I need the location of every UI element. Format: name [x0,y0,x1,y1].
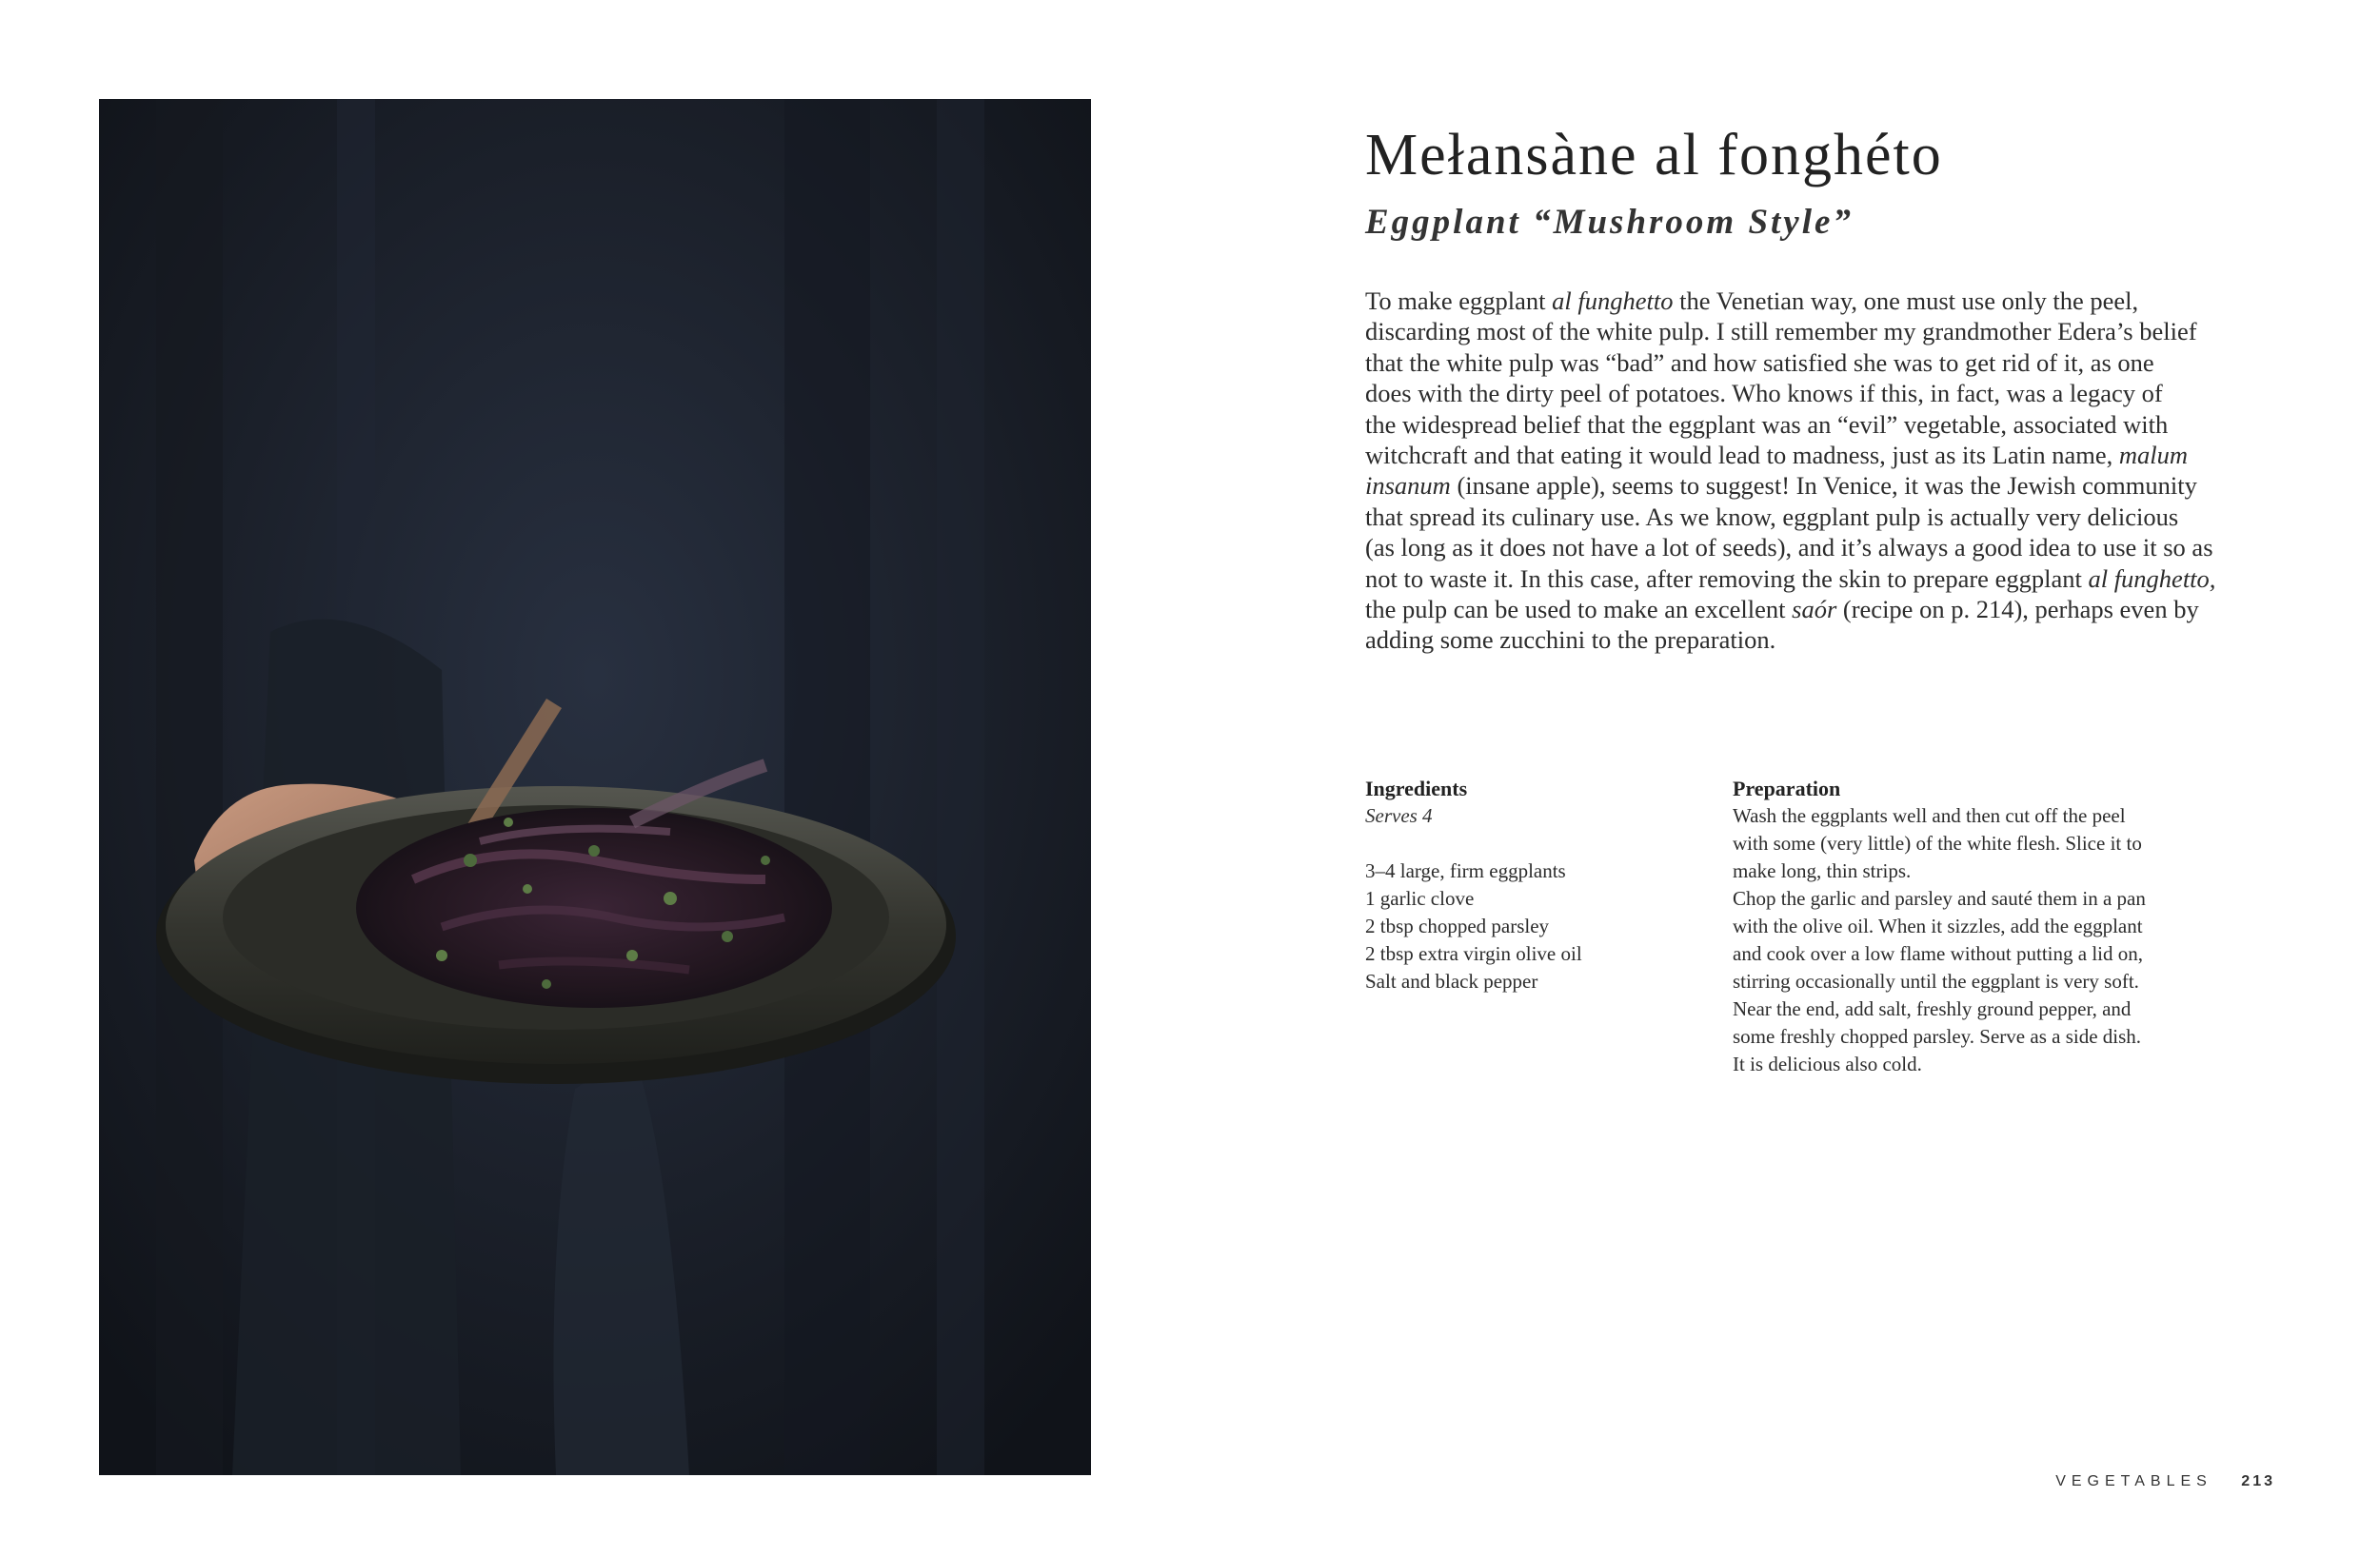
recipe-subtitle: Eggplant “Mushroom Style” [1365,203,1854,242]
intro-text: the pulp can be used to make an excellent [1365,595,1793,624]
servings-label: Serves 4 [1365,804,1433,827]
intro-line [1365,409,2260,440]
intro-text: does with the dirty peel of potatoes. Who knows if this, in fact, was a legacy of [1365,379,2163,408]
ingredients-heading: Ingredients [1365,777,1468,800]
page-number: 213 [2241,1473,2275,1489]
intro-text: the Venetian way, one must use only the peel, [1673,286,2139,315]
intro-line [1365,470,2260,501]
intro-line [1365,286,2260,316]
intro-text: the widespread belief that the eggplant was an “evil” vegetable, associated with [1365,409,2169,439]
preparation-line: with some (very little) of the white flesh. Slice it to [1733,832,2142,855]
intro-line [1365,440,2260,470]
ingredient-item: Salt and black pepper [1365,970,1538,993]
intro-text: discarding most of the white pulp. I still remember my grandmother Edera’s belief [1365,317,2197,346]
intro-line [1365,532,2260,562]
ingredient-item: 1 garlic clove [1365,887,1475,910]
intro-line [1365,316,2260,346]
intro-italic-term: malum [2118,441,2188,470]
intro-italic-term: insanum [1365,471,1451,501]
preparation-line: some freshly chopped parsley. Serve as a side dish. [1733,1025,2142,1048]
section-name: VEGETABLES [2055,1473,2212,1489]
intro-italic-term: al funghetto, [2088,563,2216,593]
intro-text: witchcraft and that eating it would lead to madness, just as its Latin name, [1365,441,2119,470]
intro-line [1365,594,2260,624]
intro-text: adding some zucchini to the preparation. [1365,625,1776,655]
recipe-title: Mełansàne al fonghéto [1365,123,1943,187]
intro-text: To make eggplant [1365,286,1553,315]
ingredients-section [1365,775,1689,995]
intro-text: not to waste it. In this case, after removing the skin to prepare eggplant [1365,563,2089,593]
recipe-photo [99,99,1091,1475]
intro-line [1365,502,2260,532]
ingredient-item: 2 tbsp extra virgin olive oil [1365,942,1582,965]
recipe-introduction [1365,286,2260,656]
intro-line [1365,624,2260,655]
intro-text: (recipe on p. 214), perhaps even by [1836,595,2199,624]
page-footer [2055,1473,2275,1490]
intro-text: (as long as it does not have a lot of seeds), and it’s always a good idea to use it so as [1365,533,2213,562]
ingredients-list [1365,857,1689,995]
preparation-section [1733,775,2228,1078]
preparation-line: stirring occasionally until the eggplant is very soft. [1733,970,2139,993]
ingredient-item: 2 tbsp chopped parsley [1365,915,1550,937]
intro-text: (insane apple), seems to suggest! In Venice, it was the Jewish community [1450,471,2197,501]
preparation-line: Near the end, add salt, freshly ground pepper, and [1733,997,2132,1020]
intro-italic-term: saór [1792,595,1837,624]
ingredient-item: 3–4 large, firm eggplants [1365,859,1566,882]
intro-line [1365,347,2260,378]
preparation-heading: Preparation [1733,777,1841,800]
preparation-line: Wash the eggplants well and then cut off the peel [1733,804,2126,827]
preparation-line: It is delicious also cold. [1733,1053,1922,1075]
intro-line [1365,563,2260,594]
intro-italic-term: al funghetto [1552,286,1674,315]
intro-text: that the white pulp was “bad” and how satisfied she was to get rid of it, as one [1365,347,2154,377]
preparation-line: and cook over a low flame without putting a lid on, [1733,942,2143,965]
preparation-line: make long, thin strips. [1733,859,1912,882]
intro-line [1365,378,2260,408]
preparation-line: Chop the garlic and parsley and sauté them in a pan [1733,887,2146,910]
preparation-line: with the olive oil. When it sizzles, add the eggplant [1733,915,2143,937]
intro-text: that spread its culinary use. As we know, eggplant pulp is actually very delicious [1365,502,2179,531]
plate-of-eggplant-photo [99,99,1091,1475]
